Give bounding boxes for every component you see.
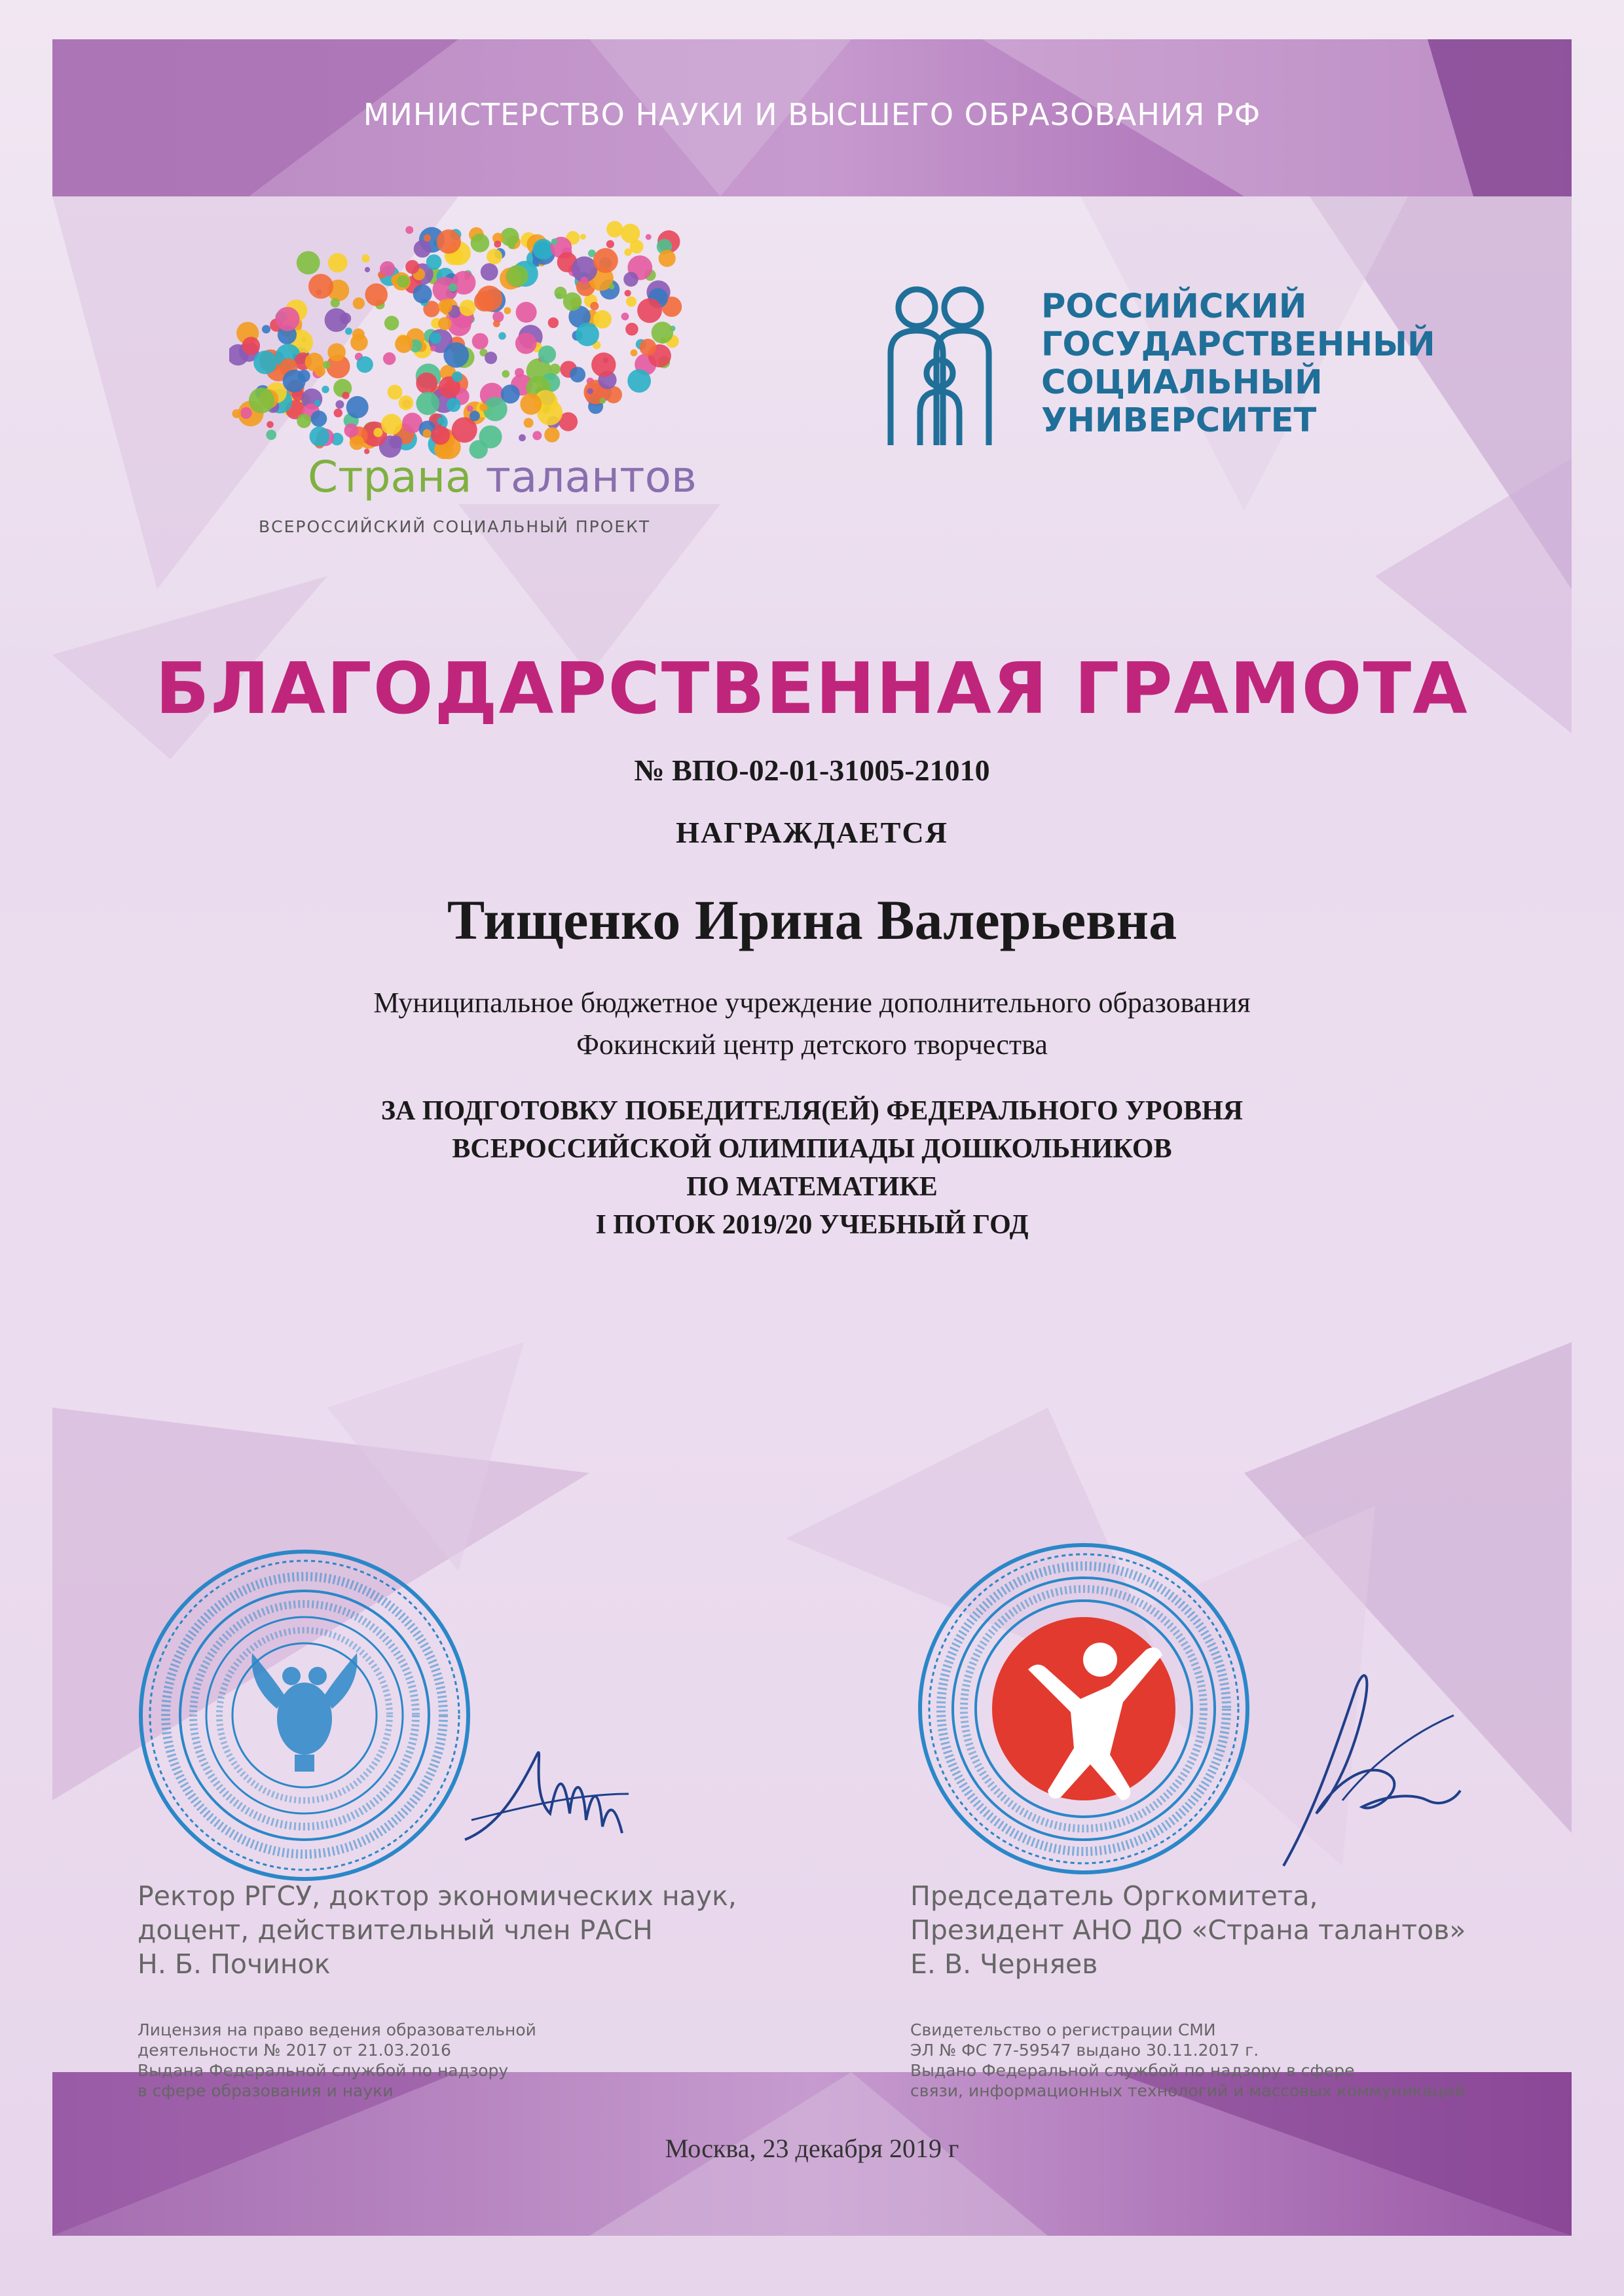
- map-dot: [485, 352, 497, 364]
- strana-name-part-b: талантов: [471, 452, 697, 502]
- map-dot: [253, 351, 277, 374]
- map-dot: [437, 417, 444, 424]
- map-dot: [424, 234, 431, 242]
- map-dot: [276, 307, 300, 331]
- map-dot: [621, 313, 629, 321]
- certificate-title: БЛАГОДАРСТВЕННАЯ ГРАМОТА: [155, 648, 1469, 730]
- rgsu-line-3: СОЦИАЛЬНЫЙ: [1041, 363, 1323, 402]
- signer-left-line-1: Ректор РГСУ, доктор экономических наук,: [138, 1880, 737, 1912]
- map-dot: [551, 238, 558, 245]
- map-dot: [576, 323, 599, 346]
- map-dot: [659, 250, 676, 267]
- signer-left-line-2: доцент, действительный член РАСН: [138, 1914, 653, 1946]
- map-dot: [416, 392, 439, 415]
- map-dot: [331, 299, 340, 308]
- reason-line-2: ВСЕРОССИЙСКОЙ ОЛИМПИАДЫ ДОШКОЛЬНИКОВ: [452, 1134, 1172, 1164]
- map-dot: [519, 434, 526, 441]
- reason-line-3: ПО МАТЕМАТИКЕ: [686, 1172, 938, 1202]
- round-seal-eagle-icon: [134, 1545, 475, 1886]
- map-dot: [470, 410, 480, 421]
- map-dot: [580, 234, 586, 240]
- map-dot: [637, 299, 662, 323]
- map-dot: [590, 302, 599, 310]
- map-dot: [479, 426, 502, 448]
- media-line-2: ЭЛ № ФС 77-59547 выдано 30.11.2017 г.: [910, 2041, 1259, 2060]
- rgsu-line-2: ГОСУДАРСТВЕННЫЙ: [1041, 325, 1435, 364]
- award-reason: [0, 1092, 1624, 1244]
- map-dot: [501, 384, 520, 403]
- map-dot: [340, 313, 352, 325]
- map-dot: [430, 333, 441, 344]
- map-dot: [328, 253, 348, 273]
- license-line-3: Выдана Федеральной службой по надзору: [138, 2061, 509, 2080]
- media-line-4: связи, информационных технологий и массовых коммуникаций: [910, 2081, 1466, 2100]
- map-dot: [350, 435, 364, 450]
- organization: [0, 982, 1624, 1066]
- map-dot: [437, 229, 461, 253]
- map-dot: [361, 254, 369, 262]
- map-dot: [431, 426, 450, 445]
- map-dot: [395, 335, 413, 353]
- ministry-header: МИНИСТЕРСТВО НАУКИ И ВЫСШЕГО ОБРАЗОВАНИЯ РФ: [363, 97, 1261, 132]
- map-dot: [646, 234, 652, 240]
- map-dot: [335, 400, 344, 409]
- reason-line-4: I ПОТОК 2019/20 УЧЕБНЫЙ ГОД: [595, 1210, 1029, 1240]
- map-dot: [532, 431, 542, 440]
- map-dot: [606, 240, 614, 248]
- recipient-name: Тищенко Ирина Валерьевна: [447, 888, 1177, 951]
- map-dot: [474, 291, 495, 312]
- map-dot: [447, 398, 460, 412]
- map-dot: [262, 325, 270, 333]
- map-dot: [606, 221, 623, 238]
- map-dot: [479, 403, 487, 411]
- map-dot: [481, 263, 498, 281]
- map-dot: [449, 283, 457, 292]
- map-dot: [498, 332, 506, 340]
- map-dot: [625, 323, 638, 336]
- strana-subtitle: ВСЕРОССИЙСКИЙ СОЦИАЛЬНЫЙ ПРОЕКТ: [259, 517, 651, 536]
- map-dot: [467, 405, 473, 412]
- map-dot: [621, 224, 640, 243]
- rgsu-line-1: РОССИЙСКИЙ: [1041, 287, 1307, 326]
- map-dot: [471, 234, 490, 253]
- organization-line-1: Муниципальное бюджетное учреждение дополнительного образования: [373, 987, 1251, 1019]
- map-dot: [625, 290, 631, 297]
- map-dot: [344, 424, 358, 437]
- map-dot: [240, 407, 252, 419]
- map-dot: [549, 374, 555, 380]
- map-dot: [443, 342, 469, 368]
- map-dot: [626, 297, 637, 307]
- map-dot: [652, 321, 673, 343]
- strana-logo-text: [308, 452, 697, 502]
- map-dot: [631, 350, 638, 357]
- map-dot: [504, 307, 511, 314]
- map-dot: [452, 417, 477, 443]
- map-dot: [266, 429, 276, 440]
- map-dot: [356, 356, 373, 373]
- map-dot: [305, 353, 324, 372]
- map-dot: [587, 388, 593, 394]
- map-dot: [405, 226, 413, 234]
- map-dot: [422, 429, 431, 438]
- map-dot: [310, 426, 330, 446]
- map-dot: [242, 337, 261, 355]
- map-dot: [283, 370, 306, 393]
- map-dot: [350, 334, 368, 352]
- map-dot: [389, 435, 402, 448]
- map-dot: [452, 371, 462, 382]
- organization-line-2: Фокинский центр детского творчества: [576, 1029, 1048, 1061]
- map-dot: [314, 400, 321, 407]
- map-dot: [426, 255, 442, 270]
- map-dot: [544, 427, 559, 442]
- round-seal-figure-icon: [913, 1539, 1254, 1879]
- map-dot: [380, 261, 395, 276]
- map-dot: [500, 228, 519, 246]
- map-dot: [623, 272, 638, 287]
- map-dot: [563, 293, 581, 311]
- map-dot: [520, 393, 542, 415]
- map-dot: [308, 274, 333, 299]
- media-registration-note: [910, 2020, 1465, 2101]
- map-dot: [381, 414, 402, 435]
- map-dot: [639, 338, 656, 355]
- map-dot: [502, 370, 510, 378]
- map-dot: [593, 248, 618, 273]
- map-dot: [399, 395, 414, 410]
- map-dot: [365, 283, 388, 306]
- map-dot: [413, 284, 432, 303]
- family-figures-icon: [877, 282, 1008, 452]
- map-dot: [538, 346, 556, 363]
- signer-left-line-3: Н. Б. Починок: [138, 1948, 331, 1980]
- signer-left: [138, 1879, 737, 1981]
- certificate-number: № ВПО-02-01-31005-21010: [634, 754, 990, 787]
- media-line-3: Выдано Федеральной службой по надзору в сфере: [910, 2061, 1355, 2080]
- map-dot: [373, 428, 382, 437]
- map-dot: [494, 241, 501, 248]
- license-line-1: Лицензия на право ведения образовательной: [138, 2020, 536, 2039]
- license-line-4: в сфере образования и науки: [138, 2081, 394, 2100]
- map-dot: [345, 327, 352, 335]
- map-dot: [232, 409, 241, 418]
- map-dot: [267, 421, 274, 428]
- map-dot: [459, 300, 475, 316]
- map-dot: [327, 343, 346, 361]
- signer-right-line-1: Председатель Оргкомитета,: [910, 1880, 1318, 1912]
- map-dot: [397, 275, 409, 287]
- rgsu-name: [1041, 288, 1435, 440]
- map-dot: [342, 392, 349, 399]
- map-dot: [627, 369, 651, 393]
- map-dot: [515, 333, 537, 354]
- map-dot: [346, 396, 369, 418]
- map-dot: [487, 249, 502, 264]
- signer-right: [910, 1879, 1466, 1981]
- map-dot: [311, 410, 327, 427]
- map-dot: [384, 316, 399, 330]
- map-dot: [405, 260, 419, 274]
- map-dot: [388, 385, 403, 400]
- rgsu-line-4: УНИВЕРСИТЕТ: [1041, 401, 1317, 440]
- map-dot: [322, 386, 329, 393]
- map-dot: [591, 352, 616, 376]
- media-line-1: Свидетельство о регистрации СМИ: [910, 2020, 1216, 2039]
- map-dot: [516, 302, 537, 323]
- place-date: Москва, 23 декабря 2019 г: [665, 2134, 959, 2163]
- map-dot: [524, 418, 534, 428]
- reason-line-1: ЗА ПОДГОТОВКУ ПОБЕДИТЕЛЯ(ЕЙ) ФЕДЕРАЛЬНОГО УРОВНЯ: [380, 1096, 1244, 1126]
- map-dot: [414, 240, 432, 258]
- map-dot: [430, 346, 436, 352]
- map-dot: [493, 320, 500, 327]
- map-dot: [297, 251, 320, 275]
- signature-left: [458, 1715, 642, 1866]
- map-dot: [472, 333, 489, 350]
- signer-right-line-2: Президент АНО ДО «Страна талантов»: [910, 1914, 1466, 1946]
- map-dot: [249, 388, 274, 413]
- map-dot: [580, 277, 588, 285]
- map-dot: [365, 267, 370, 272]
- map-dot: [438, 299, 452, 313]
- map-dot: [593, 310, 612, 329]
- map-dot: [297, 414, 311, 428]
- map-dot: [383, 352, 396, 365]
- map-dot: [506, 265, 528, 287]
- map-dot: [416, 373, 437, 394]
- signature-right: [1257, 1650, 1467, 1872]
- strana-name-part-a: Страна: [308, 452, 472, 502]
- map-dot: [609, 283, 615, 289]
- awarded-label: НАГРАЖДАЕТСЯ: [676, 816, 948, 849]
- map-dot: [599, 398, 605, 404]
- signer-right-line-3: Е. В. Черняев: [910, 1948, 1098, 1980]
- map-dot: [549, 363, 561, 374]
- license-line-2: деятельности № 2017 от 21.03.2016: [138, 2041, 451, 2060]
- map-dot: [334, 409, 342, 417]
- license-note: [138, 2020, 536, 2101]
- map-dot: [438, 317, 451, 330]
- map-dot: [548, 318, 559, 328]
- map-dot: [570, 367, 585, 382]
- map-dot: [353, 297, 365, 309]
- map-dot: [624, 249, 631, 256]
